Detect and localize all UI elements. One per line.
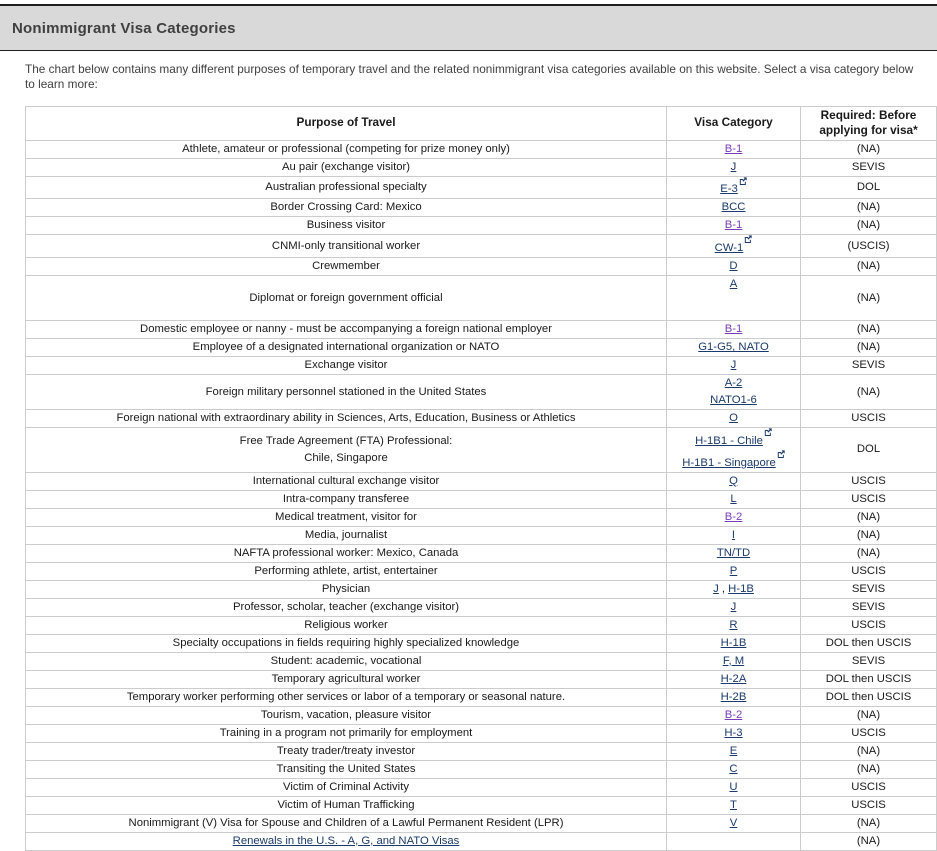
visa-category-cell: J , H-1B: [667, 580, 801, 598]
visa-category-cell: [667, 339, 801, 357]
purpose-cell: Au pair (exchange visitor): [26, 158, 667, 176]
required-cell: USCIS: [801, 724, 937, 742]
table-row: [26, 339, 937, 357]
required-cell: USCIS: [801, 410, 937, 428]
table-row: [26, 508, 937, 526]
visa-category-cell: [667, 832, 801, 850]
visa-categories-table: [25, 106, 937, 851]
external-link-icon: [764, 428, 772, 438]
required-cell: (NA): [801, 832, 937, 850]
table-row: [26, 598, 937, 616]
table-row: [26, 742, 937, 760]
table-row: [26, 832, 937, 850]
table-row: [26, 321, 937, 339]
purpose-cell: Victim of Human Trafficking: [26, 796, 667, 814]
intro-text: The chart below contains many different purposes of temporary travel and the related nonimmigrant visa categories available on this website. Select a visa category below to learn more:: [25, 62, 914, 92]
table-row: [26, 258, 937, 276]
visa-link-nato1-6[interactable]: NATO1-6: [710, 394, 757, 407]
visa-link-j[interactable]: J: [730, 160, 737, 173]
table-row: [26, 357, 937, 375]
required-cell: SEVIS: [801, 357, 937, 375]
visa-link-b-2[interactable]: B-2: [724, 708, 743, 721]
purpose-cell: Temporary worker performing other services or labor of a temporary or seasonal nature.: [26, 688, 667, 706]
external-link-icon-glyph: [777, 450, 785, 458]
table-row: [26, 140, 937, 158]
required-cell: DOL: [801, 176, 937, 199]
purpose-link[interactable]: Renewals in the U.S. - A, G, and NATO Visas: [232, 834, 460, 847]
table-row: [26, 670, 937, 688]
purpose-cell: Treaty trader/treaty investor: [26, 742, 667, 760]
visa-link-line: [671, 375, 796, 392]
visa-category-cell: [667, 706, 801, 724]
visa-link-j[interactable]: J: [713, 582, 719, 595]
purpose-cell: Employee of a designated international organization or NATO: [26, 339, 667, 357]
required-cell: USCIS: [801, 616, 937, 634]
required-cell: (NA): [801, 706, 937, 724]
visa-table-body: [26, 140, 937, 850]
visa-link-cw-1[interactable]: CW-1: [715, 242, 753, 254]
visa-category-cell: [667, 526, 801, 544]
visa-category-cell: [667, 176, 801, 199]
visa-category-cell: [667, 670, 801, 688]
purpose-cell: Foreign military personnel stationed in the United States: [26, 375, 667, 410]
visa-link-v[interactable]: V: [729, 816, 738, 829]
required-cell: DOL then USCIS: [801, 670, 937, 688]
table-row: [26, 760, 937, 778]
table-row: [26, 176, 937, 199]
table-row: [26, 796, 937, 814]
required-cell: SEVIS: [801, 158, 937, 176]
purpose-cell: CNMI-only transitional worker: [26, 235, 667, 258]
table-row: [26, 706, 937, 724]
visa-category-cell: [667, 724, 801, 742]
visa-link-b-2[interactable]: B-2: [724, 510, 743, 523]
visa-link-c[interactable]: C: [729, 762, 738, 775]
visa-link-a-2[interactable]: A-2: [724, 377, 743, 390]
table-header-row: [26, 106, 937, 140]
required-cell: (NA): [801, 321, 937, 339]
table-row: [26, 472, 937, 490]
purpose-cell: Student: academic, vocational: [26, 652, 667, 670]
purpose-cell: Nonimmigrant (V) Visa for Spouse and Children of a Lawful Permanent Resident (LPR): [26, 814, 667, 832]
visa-link-a[interactable]: A: [729, 278, 738, 291]
external-link-icon: [777, 450, 785, 460]
visa-link-g1-g5-nato[interactable]: G1-G5, NATO: [698, 341, 769, 354]
required-cell: USCIS: [801, 472, 937, 490]
purpose-cell: Religious worker: [26, 616, 667, 634]
visa-category-cell: [667, 796, 801, 814]
page-header: [0, 4, 937, 51]
required-cell: DOL: [801, 428, 937, 473]
required-cell: USCIS: [801, 562, 937, 580]
required-cell: (NA): [801, 526, 937, 544]
visa-link-q[interactable]: Q: [729, 474, 738, 487]
purpose-cell: Australian professional specialty: [26, 176, 667, 199]
visa-link-tn-td[interactable]: TN/TD: [716, 546, 751, 559]
required-cell: (NA): [801, 339, 937, 357]
purpose-cell: Tourism, vacation, pleasure visitor: [26, 706, 667, 724]
visa-link-u[interactable]: U: [729, 780, 738, 793]
visa-link-b-1[interactable]: B-1: [724, 323, 743, 336]
required-cell: (NA): [801, 199, 937, 217]
table-row: [26, 616, 937, 634]
table-row: [26, 490, 937, 508]
visa-link-h-1b1-chile[interactable]: H-1B1 - Chile: [695, 435, 772, 447]
page-title: Nonimmigrant Visa Categories: [12, 19, 236, 37]
visa-category-cell: [667, 652, 801, 670]
required-cell: USCIS: [801, 796, 937, 814]
required-cell: (NA): [801, 544, 937, 562]
visa-link-b-1[interactable]: B-1: [724, 219, 743, 232]
visa-link-l[interactable]: L: [730, 492, 737, 505]
visa-category-cell: [667, 778, 801, 796]
purpose-cell: Border Crossing Card: Mexico: [26, 199, 667, 217]
visa-category-cell: [667, 688, 801, 706]
visa-link-j[interactable]: J: [730, 600, 737, 613]
table-row: [26, 199, 937, 217]
required-cell: (NA): [801, 276, 937, 321]
external-link-icon: [744, 235, 752, 245]
visa-link-e[interactable]: E: [729, 744, 738, 757]
table-row: [26, 428, 937, 473]
purpose-cell: International cultural exchange visitor: [26, 472, 667, 490]
required-cell: DOL then USCIS: [801, 634, 937, 652]
required-cell: USCIS: [801, 490, 937, 508]
visa-category-cell: [667, 410, 801, 428]
visa-link-h-1b[interactable]: H-1B: [728, 582, 754, 595]
table-row: [26, 724, 937, 742]
visa-link-o[interactable]: O: [729, 412, 738, 425]
purpose-line1: Free Trade Agreement (FTA) Professional:: [239, 434, 453, 447]
visa-category-cell: [667, 634, 801, 652]
purpose-cell: Physician: [26, 580, 667, 598]
table-row: [26, 652, 937, 670]
purpose-cell: [26, 428, 667, 473]
visa-category-cell: [667, 375, 801, 410]
visa-category-cell: [667, 357, 801, 375]
table-row: [26, 634, 937, 652]
table-row: [26, 217, 937, 235]
purpose-cell: Professor, scholar, teacher (exchange visitor): [26, 598, 667, 616]
required-cell: (NA): [801, 217, 937, 235]
purpose-cell: Domestic employee or nanny - must be accompanying a foreign national employer: [26, 321, 667, 339]
visa-category-cell: [667, 321, 801, 339]
purpose-cell: Intra-company transferee: [26, 490, 667, 508]
visa-category-cell: [667, 217, 801, 235]
visa-link-f-m[interactable]: F, M: [722, 654, 745, 667]
purpose-cell: NAFTA professional worker: Mexico, Canada: [26, 544, 667, 562]
purpose-cell: Athlete, amateur or professional (competing for prize money only): [26, 140, 667, 158]
required-cell: (NA): [801, 814, 937, 832]
table-row: [26, 526, 937, 544]
visa-link-r[interactable]: R: [729, 618, 738, 631]
table-row: [26, 778, 937, 796]
visa-link-p[interactable]: P: [729, 564, 738, 577]
visa-category-cell: [667, 508, 801, 526]
table-row: [26, 544, 937, 562]
visa-link-bcc[interactable]: BCC: [721, 201, 746, 214]
visa-link-h-2a[interactable]: H-2A: [720, 672, 747, 685]
required-cell: DOL then USCIS: [801, 688, 937, 706]
visa-category-cell: [667, 562, 801, 580]
visa-link-b-1[interactable]: B-1: [724, 142, 743, 155]
visa-link-line: [671, 392, 796, 409]
visa-category-cell: [667, 490, 801, 508]
purpose-cell: Medical treatment, visitor for: [26, 508, 667, 526]
visa-link-j[interactable]: J: [730, 359, 737, 372]
purpose-cell: Victim of Criminal Activity: [26, 778, 667, 796]
required-cell: (NA): [801, 742, 937, 760]
purpose-cell: Foreign national with extraordinary ability in Sciences, Arts, Education, Business or Athletics: [26, 410, 667, 428]
visa-link-t[interactable]: T: [730, 798, 737, 811]
visa-category-cell: [667, 428, 801, 473]
visa-link-line: [671, 450, 796, 472]
table-row: [26, 158, 937, 176]
purpose-cell: Specialty occupations in fields requiring highly specialized knowledge: [26, 634, 667, 652]
required-cell: (NA): [801, 140, 937, 158]
table-row: [26, 375, 937, 410]
required-cell: SEVIS: [801, 652, 937, 670]
table-row: [26, 235, 937, 258]
visa-category-cell: [667, 472, 801, 490]
external-link-icon: [739, 177, 747, 187]
external-link-icon-glyph: [744, 235, 752, 243]
required-cell: (USCIS): [801, 235, 937, 258]
purpose-cell: Performing athlete, artist, entertainer: [26, 562, 667, 580]
table-row: [26, 688, 937, 706]
purpose-line2: Chile, Singapore: [304, 451, 388, 464]
col-header-visa-category: Visa Category: [667, 106, 801, 140]
external-link-icon-glyph: [739, 177, 747, 185]
visa-link-h-1b1-singapore[interactable]: H-1B1 - Singapore: [682, 457, 785, 469]
required-cell: (NA): [801, 375, 937, 410]
purpose-cell: Training in a program not primarily for employment: [26, 724, 667, 742]
purpose-cell: Exchange visitor: [26, 357, 667, 375]
required-cell: (NA): [801, 508, 937, 526]
visa-category-cell: [667, 760, 801, 778]
required-cell: USCIS: [801, 778, 937, 796]
purpose-cell: Business visitor: [26, 217, 667, 235]
visa-category-cell: [667, 276, 801, 321]
required-cell: SEVIS: [801, 580, 937, 598]
visa-link-i[interactable]: I: [731, 528, 736, 541]
visa-category-cell: [667, 140, 801, 158]
visa-category-cell: [667, 158, 801, 176]
purpose-cell: Temporary agricultural worker: [26, 670, 667, 688]
visa-link-h-2b[interactable]: H-2B: [720, 690, 747, 703]
visa-category-cell: [667, 616, 801, 634]
required-cell: (NA): [801, 258, 937, 276]
col-header-purpose: Purpose of Travel: [26, 106, 667, 140]
purpose-cell: Transiting the United States: [26, 760, 667, 778]
visa-category-cell: [667, 598, 801, 616]
visa-link-h-1b[interactable]: H-1B: [720, 636, 747, 649]
table-row: [26, 276, 937, 321]
purpose-cell: Crewmember: [26, 258, 667, 276]
purpose-cell: Diplomat or foreign government official: [26, 276, 667, 321]
visa-link-h-3[interactable]: H-3: [724, 726, 743, 739]
purpose-cell: [26, 832, 667, 850]
required-cell: SEVIS: [801, 598, 937, 616]
visa-category-cell: [667, 742, 801, 760]
col-header-required: Required: Before applying for visa*: [801, 106, 937, 140]
visa-category-cell: [667, 544, 801, 562]
visa-category-cell: [667, 235, 801, 258]
required-cell: (NA): [801, 760, 937, 778]
visa-category-cell: [667, 258, 801, 276]
table-row: [26, 410, 937, 428]
visa-category-cell: [667, 199, 801, 217]
visa-link-e-3[interactable]: E-3: [720, 183, 747, 195]
table-row: [26, 562, 937, 580]
visa-link-line: [671, 428, 796, 450]
visa-link-d[interactable]: D: [729, 260, 738, 273]
external-link-icon-glyph: [764, 428, 772, 436]
table-row: [26, 580, 937, 598]
purpose-cell: Media, journalist: [26, 526, 667, 544]
